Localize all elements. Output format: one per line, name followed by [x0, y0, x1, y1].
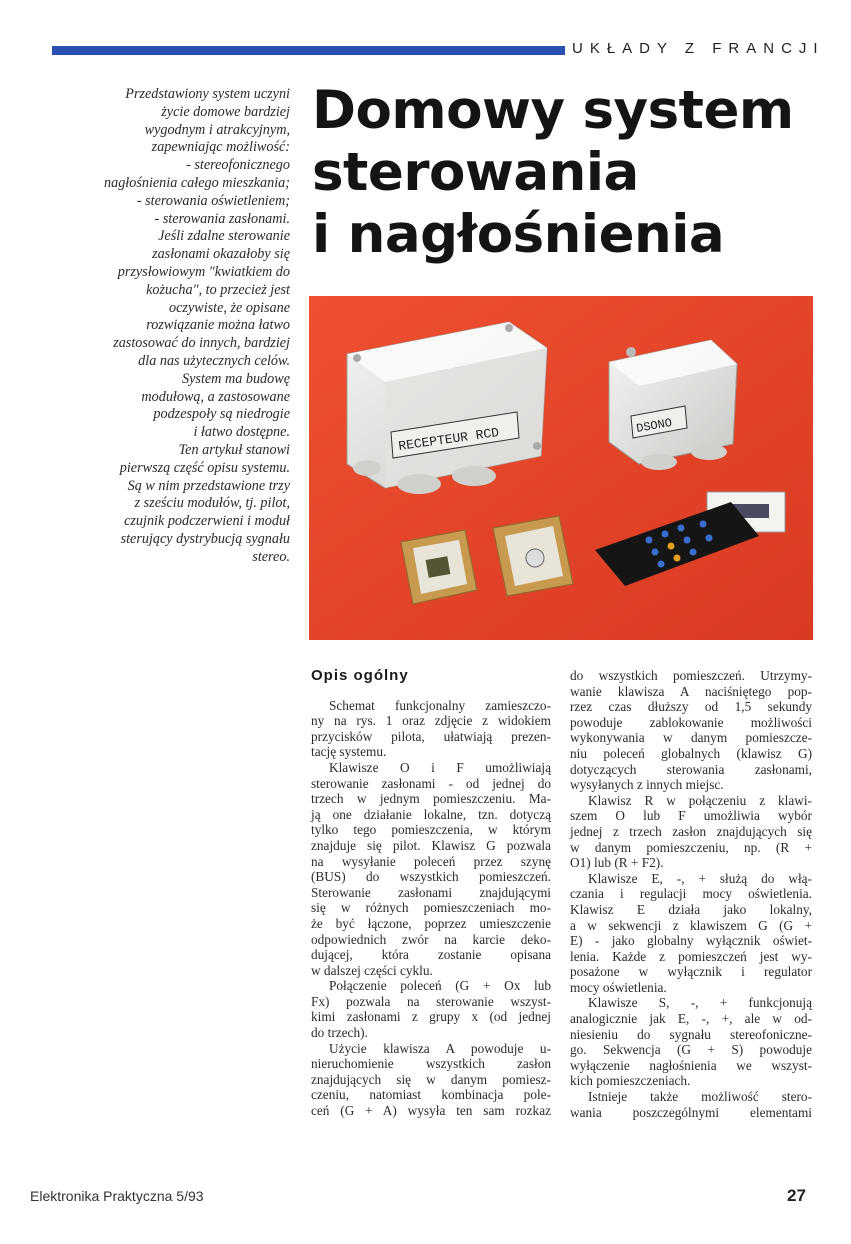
- section-label: UKŁADY Z FRANCJI: [572, 40, 825, 57]
- text-line: do wszystkich pomieszczeń. Utrzymy-: [570, 668, 812, 683]
- intro-line: wygodnym i atrakcyjnym,: [144, 121, 290, 138]
- text-line: odpowiednich zwór na karcie deko-: [311, 931, 551, 947]
- text-line: Klawisze E, -, + służą do włą-: [588, 870, 812, 886]
- intro-line: oczywiste, że opisane: [169, 299, 290, 316]
- text-line: trzech w jednym pomieszczeniu. Ma-: [311, 791, 551, 807]
- text-line: Klawisze S, -, + funkcjonują: [588, 995, 812, 1011]
- intro-line: pierwszą część opisu systemu.: [119, 459, 290, 476]
- intro-line: podzespoły są niedrogie: [153, 406, 290, 423]
- text-line: ją one działanie lokalne, tzn. dotyczą: [311, 806, 551, 822]
- text-line: jednej z trzech zasłon znajdujących się: [570, 823, 812, 839]
- text-line: przycisków pilota, ułatwiają prezen-: [311, 728, 551, 744]
- article-title: [312, 80, 794, 266]
- dsono-box: [609, 340, 737, 470]
- text-line: znajdujących się w danym pomiesz-: [311, 1071, 551, 1087]
- article-column-right: [570, 668, 812, 1120]
- text-line: czania i regulacji mocy oświetlenia.: [570, 886, 812, 902]
- text-line: Klawisz R w połączeniu z klawi-: [588, 792, 812, 808]
- intro-line: przysłowiowym "kwiatkiem do: [117, 263, 290, 280]
- intro-line: dla nas użytecznych celów.: [138, 352, 290, 369]
- text-line: go. Sekwencja (G + S) powoduje: [570, 1042, 812, 1058]
- intro-line: kożucha", to przecież jest: [146, 281, 290, 298]
- text-line: w danym pomieszczeniu, np. (R +: [570, 839, 812, 855]
- text-line: szem O lub F umożliwia wybór: [570, 808, 812, 824]
- article-column-left: [311, 668, 551, 1119]
- text-line: sterowanie zasłonami - od jednej do: [311, 775, 551, 791]
- text-line: ny na rys. 1 oraz zdjęcie z widokiem: [311, 713, 551, 729]
- intro-line: rozwiązanie można łatwo: [146, 317, 290, 334]
- text-line: Sterowanie zasłonami znajdującymi: [311, 884, 551, 900]
- intro-line: - stereofonicznego: [186, 157, 290, 174]
- text-line: wanie klawisza A naciśniętego pop-: [570, 683, 812, 699]
- intro-line: Jeśli zdalne sterowanie: [158, 228, 290, 245]
- text-line: w dalszej części cyklu.: [311, 962, 433, 978]
- intro-line: sterujący dystrybucją sygnału: [120, 530, 290, 547]
- title-line: sterowania: [312, 142, 639, 203]
- intro-line: Ten artykuł stanowi: [178, 441, 290, 458]
- text-line: dującej, która zostanie opisana: [311, 947, 551, 963]
- intro-line: Są w nim przedstawione trzy: [127, 477, 290, 494]
- text-line: wysyłanych z innych miejsc.: [570, 777, 724, 793]
- text-line: rzez czas dłuższy od 1,5 sekundy: [570, 699, 812, 715]
- text-line: analogicznie jak E, -, +, ale w od-: [570, 1011, 812, 1027]
- intro-line: czujnik podczerwieni i moduł: [124, 513, 290, 530]
- intro-line: i łatwo dostępne.: [193, 424, 290, 441]
- text-line: na wysyłanie poleceń przez szynę: [311, 853, 551, 869]
- intro-line: - sterowania zasłonami.: [154, 210, 290, 227]
- text-line: wania poszczególnymi elementami: [570, 1104, 812, 1120]
- intro-line: zasłonami okazałoby się: [152, 246, 290, 263]
- intro-line: z sześciu modułów, tj. pilot,: [134, 495, 290, 512]
- header-rule: [52, 46, 565, 55]
- intro-line: modułową, a zastosowane: [141, 388, 290, 405]
- text-line: kimi zasłonami z grupy x (od jednej: [311, 1009, 551, 1025]
- text-line: dotyczących sterowania zasłonami,: [570, 761, 812, 777]
- text-line: ceń (G + A) wysyła ten sam rozkaz: [311, 1103, 551, 1119]
- text-line: Klawisze O i F umożliwiają: [329, 759, 551, 775]
- text-line: znajduje się pilot. Klawisz G pozwala: [311, 837, 551, 853]
- title-line: Domowy system: [312, 80, 794, 141]
- text-line: czeniu, natomiast kombinacja pole-: [311, 1087, 551, 1103]
- intro-text: [30, 86, 290, 567]
- text-line: że być łączone, poprzez umieszczenie: [311, 915, 551, 931]
- intro-line: System ma budowę: [182, 370, 290, 387]
- text-line: O1) lub (R + F2).: [570, 855, 664, 871]
- intro-line: zastosować do innych, bardziej: [113, 335, 290, 352]
- text-line: tację systemu.: [311, 744, 387, 760]
- intro-line: stereo.: [252, 548, 290, 565]
- text-line: się w różnych pomieszczeniach mo-: [311, 900, 551, 916]
- text-line: Klawisz E działa jako lokalny,: [570, 901, 812, 917]
- text-line: a w sekwencji z klawiszem G (G +: [570, 917, 812, 933]
- text-line: lenia. Każde z pomieszczeń jest wy-: [570, 948, 812, 964]
- text-line: tylko tego pomieszczenia, w którym: [311, 822, 551, 838]
- product-photo: [309, 296, 813, 640]
- circuit-board-right: [493, 516, 573, 596]
- text-line: wykonywania w danym pomieszcze-: [570, 730, 812, 746]
- circuit-board-left: [401, 530, 477, 604]
- intro-line: życie domowe bardziej: [161, 103, 290, 120]
- section-heading: Opis ogólny: [311, 667, 409, 684]
- receiver-label: RECEPTEUR RCD: [397, 424, 500, 454]
- text-line: niesieniu do sygnału stereofoniczne-: [570, 1026, 812, 1042]
- text-line: wyłączenie nagłośnienia we wszyst-: [570, 1057, 812, 1073]
- text-line: powoduje zablokowanie możliwości: [570, 714, 812, 730]
- text-line: (BUS) do wszystkich pomieszczeń.: [311, 869, 551, 885]
- page-number: 27: [787, 1186, 806, 1205]
- intro-line: Przedstawiony system uczyni: [125, 86, 290, 102]
- text-line: Połączenie poleceń (G + Ox lub: [329, 978, 551, 994]
- text-line: posażone w wyłącznik i regulator: [570, 964, 812, 980]
- text-line: kich pomieszczeniach.: [570, 1073, 691, 1089]
- text-line: niu poleceń globalnych (klawisz G): [570, 745, 812, 761]
- text-line: E) - jako globalny wyłącznik oświet-: [570, 933, 812, 949]
- text-line: Schemat funkcjonalny zamieszczo-: [329, 697, 551, 713]
- intro-line: nagłośnienia całego mieszkania;: [104, 174, 290, 191]
- text-line: Istnieje także możliwość stero-: [588, 1089, 812, 1105]
- intro-line: - sterowania oświetleniem;: [136, 192, 290, 209]
- title-line: i nagłośnienia: [312, 204, 725, 265]
- intro-line: zapewniając możliwość:: [151, 139, 290, 156]
- text-line: Użycie klawisza A powoduje u-: [329, 1040, 551, 1056]
- dsono-label: DSONO: [635, 415, 674, 436]
- text-line: nieruchomienie wszystkich zasłon: [311, 1056, 551, 1072]
- text-line: mocy oświetlenia.: [570, 979, 667, 995]
- text-line: Fx) pozwala na sterowanie wszyst-: [311, 993, 551, 1009]
- text-line: do trzech).: [311, 1025, 368, 1041]
- magazine-footer: Elektronika Praktyczna 5/93: [30, 1188, 204, 1204]
